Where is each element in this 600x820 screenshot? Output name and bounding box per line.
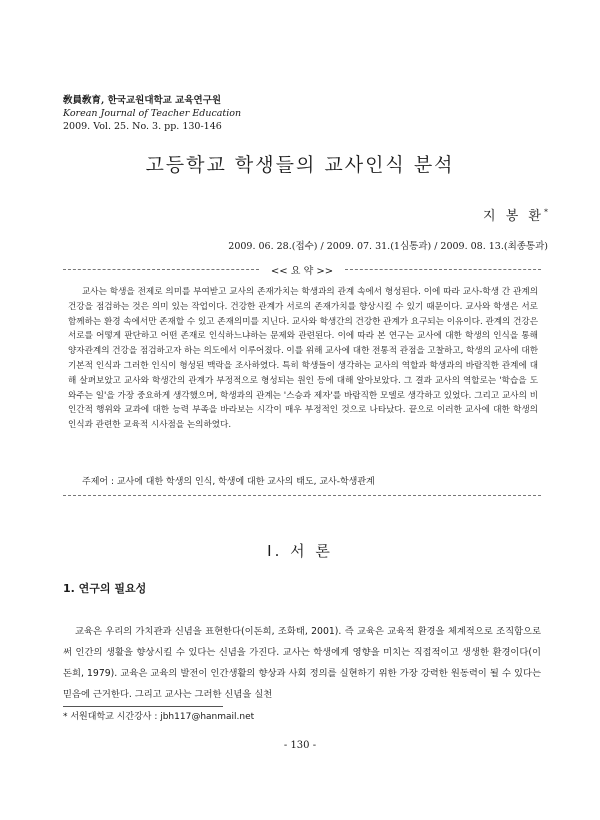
journal-korean-name: 敎員敎育, 한국교원대학교 교육연구원 <box>63 95 222 106</box>
section-heading: Ⅰ. 서 론 <box>267 542 333 560</box>
paper-title: 고등학교 학생들의 교사인식 분석 <box>145 154 455 176</box>
footnote: * 서원대학교 시간강사 : jbh117@hanmail.net <box>63 712 255 722</box>
abstract-text: 교사는 학생을 전제로 의미를 부여받고 교사의 존재가치는 학생과의 관계 속에서 형성된다. 이에 따라 교사-학생 간 관계의 건강을 점검하는 것은 의미 있는 작업이다. 건강한 관계가 서로의 존재가치를 향상시킬 수 있기 때문이다. 교사와 학생은 서로 함께하는 환경 속에서만 존재할 수 있고 존재의미를 지닌다. 교사와 학생간의 건강한 관계가 요구되는 이유이다. 관계의 건강은 서로를 어떻게 판단하고 어떤 존재로 인식하느냐하는 문제와 관련된다. 이에 따라 본 연구는 교사에 대한 학생의 인식을 통해 양자관계의 건강을 점검하고자 하는 의도에서 이루어졌다. 이를 위해 교사에 대한 전통적 관점을 고찰하고, 학생의 교사에 대한 기본적 인식과 그러한 인식이 형성된 맥락을 조사하였다. 특히 학생들이 생각하는 교사의 역할과 학생과의 바람직한 관계에 대해 살펴보았고 교사와 학생간의 관계가 부정적으로 형성되는 원인 등에 대해 알아보았다. 그 결과 교사의 역할로는 '학습을 도와주는 일'을 가장 중요하게 생각했으며, 학생과의 관계는 '스승과 제자'를 바람직한 모델로 생각하고 있었다. 그리고 교사의 비인간적 행위와 교과에 대한 능력 부족을 바라보는 시각이 매우 부정적인 것으로 나타났다. 끝으로 이러한 교사에 대한 학생의 인식과 관련한 교육적 시사점을 논의하였다. <box>68 287 538 431</box>
journal-info <box>63 94 241 133</box>
page-number: - 130 - <box>283 740 317 751</box>
journal-citation: 2009. Vol. 25. No. 3. pp. 130-146 <box>63 121 222 132</box>
footnote-rule <box>63 706 223 707</box>
subsection-heading: 1. 연구의 필요성 <box>63 582 147 595</box>
body-paragraph: 교육은 우리의 가치관과 신념을 표현한다(이돈희, 조화태, 2001). 즉 교육은 교육적 환경을 체계적으로 조직함으로써 인간의 생활을 향상시킬 수 있다는 신념을 가진다. 교사는 학생에게 영향을 미치는 직접적이고 생생한 환경이다(이돈희, 1979). 교육은 교육의 발전이 인간생활의 향상과 사회 정의를 실현하기 위한 가장 강력한 원동력이 될 수 있다는 믿음에 근거한다. 그리고 교사는 그러한 신념을 실천 <box>63 626 541 700</box>
author <box>483 205 548 224</box>
abstract-label: << 요 약 >> <box>270 266 334 277</box>
review-dates: 2009. 06. 28.(접수) / 2009. 07. 31.(1심통과) / 2009. 08. 13.(최종통과) <box>228 241 548 252</box>
abstract-header-rule-right <box>345 269 541 270</box>
author-footnote-marker: * <box>544 207 548 217</box>
keywords: 주제어 : 교사에 대한 학생의 인식, 학생에 대한 교사의 태도, 교사-학생관계 <box>82 477 375 487</box>
abstract-bottom-rule <box>63 495 541 496</box>
author-name: 지 봉 환 <box>483 209 544 224</box>
journal-english-name: Korean Journal of Teacher Education <box>63 108 242 119</box>
abstract-header <box>63 262 541 276</box>
